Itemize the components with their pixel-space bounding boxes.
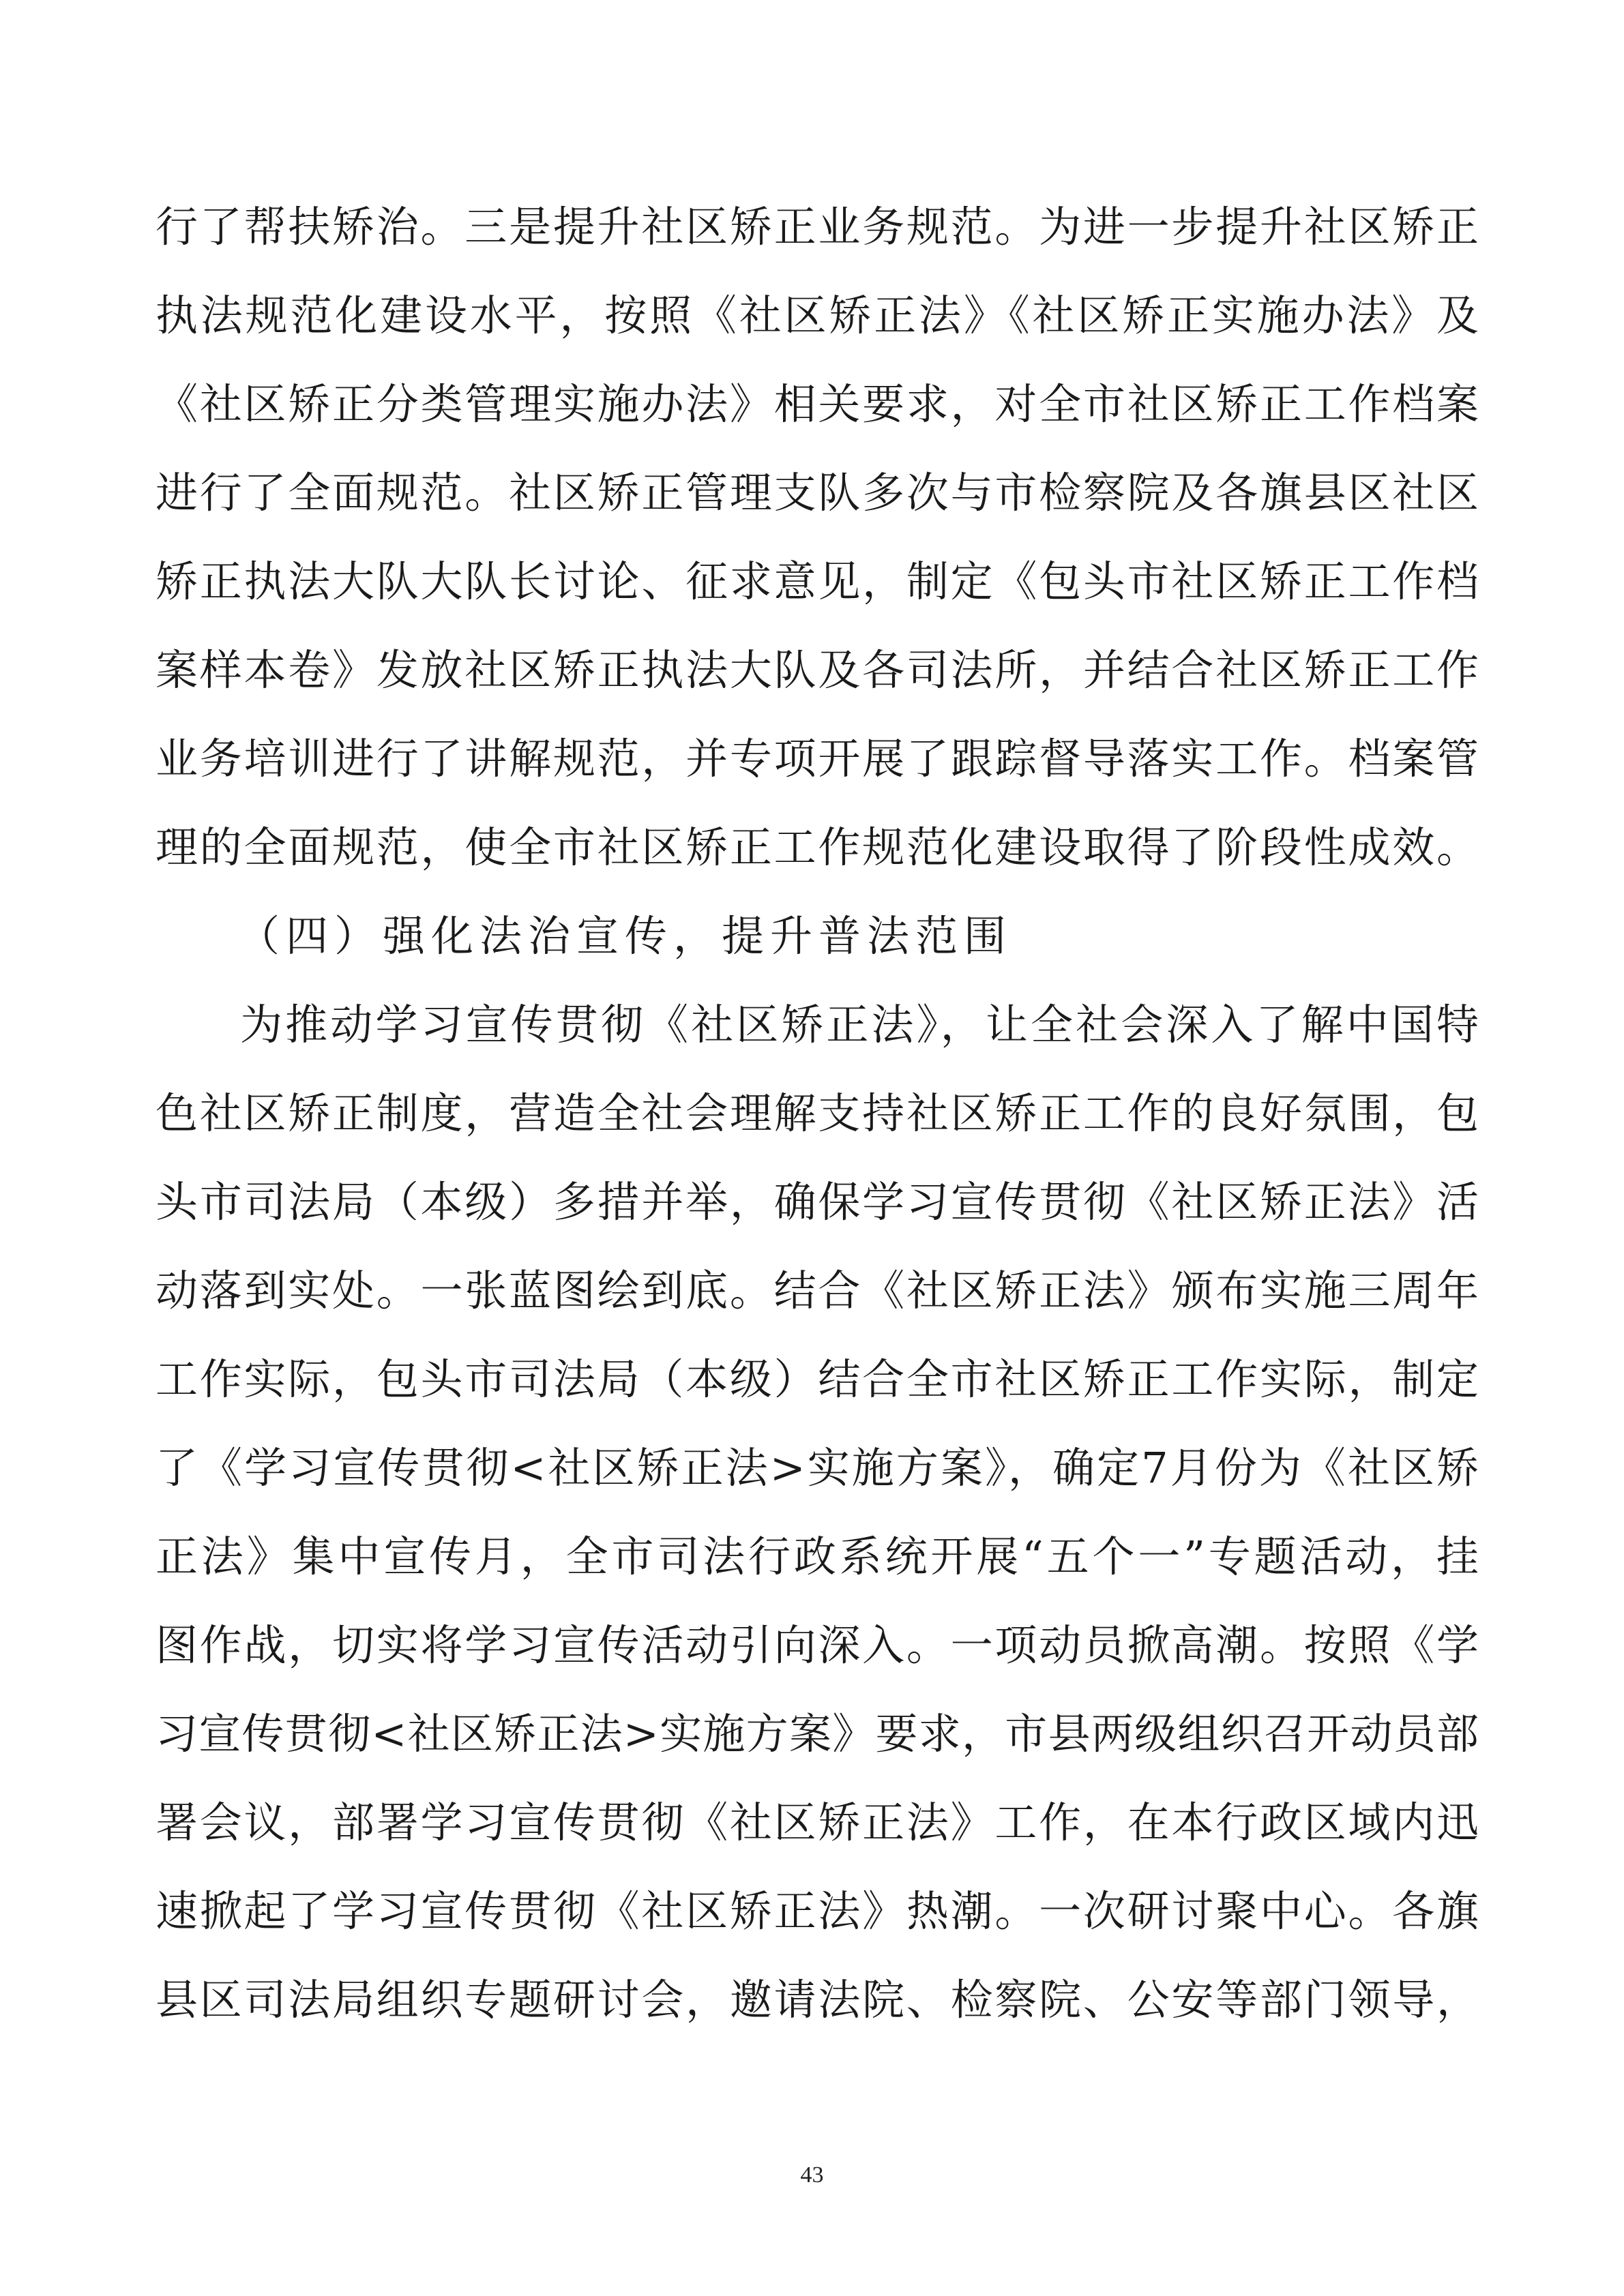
text-line: 县区司法局组织专题研讨会，邀请法院、检察院、公安等部门领导， xyxy=(156,1975,1479,2025)
text-line: 进行了全面规范。社区矫正管理支队多次与市检察院及各旗县区社区 xyxy=(156,468,1479,518)
section-heading: （四）强化法治宣传，提升普法范围 xyxy=(237,911,1013,961)
text-line: 执法规范化建设水平，按照《社区矫正法》《社区矫正实施办法》及 xyxy=(156,290,1479,340)
text-line: 行了帮扶矫治。三是提升社区矫正业务规范。为进一步提升社区矫正 xyxy=(156,202,1479,252)
text-line: 《社区矫正分类管理实施办法》相关要求，对全市社区矫正工作档案 xyxy=(156,379,1479,429)
text-line: 业务培训进行了讲解规范，并专项开展了跟踪督导落实工作。档案管 xyxy=(156,734,1479,784)
text-line: 矫正执法大队大队长讨论、征求意见，制定《包头市社区矫正工作档 xyxy=(156,556,1479,606)
text-line: 习宣传贯彻<社区矫正法>实施方案》要求，市县两级组织召开动员部 xyxy=(156,1709,1479,1759)
text-line: 正法》集中宣传月，全市司法行政系统开展“五个一”专题活动，挂 xyxy=(156,1532,1479,1581)
text-line-indented: 为推动学习宣传贯彻《社区矫正法》，让全社会深入了解中国特 xyxy=(240,1000,1479,1049)
page-number: 43 xyxy=(800,2162,824,2188)
text-line: 图作战，切实将学习宣传活动引向深入。一项动员掀高潮。按照《学 xyxy=(156,1620,1479,1670)
text-line: 署会议，部署学习宣传贯彻《社区矫正法》工作，在本行政区域内迅 xyxy=(156,1798,1479,1847)
text-line: 头市司法局（本级）多措并举，确保学习宣传贯彻《社区矫正法》活 xyxy=(156,1177,1479,1227)
text-line: 工作实际，包头市司法局（本级）结合全市社区矫正工作实际，制定 xyxy=(156,1354,1479,1404)
text-line: 案样本卷》发放社区矫正执法大队及各司法所，并结合社区矫正工作 xyxy=(156,645,1479,695)
text-line: 速掀起了学习宣传贯彻《社区矫正法》热潮。一次研讨聚中心。各旗 xyxy=(156,1886,1479,1936)
text-line: 色社区矫正制度，营造全社会理解支持社区矫正工作的良好氛围，包 xyxy=(156,1088,1479,1138)
text-line: 动落到实处。一张蓝图绘到底。结合《社区矫正法》颁布实施三周年 xyxy=(156,1266,1479,1315)
text-line: 理的全面规范，使全市社区矫正工作规范化建设取得了阶段性成效。 xyxy=(156,822,1479,872)
text-line: 了《学习宣传贯彻<社区矫正法>实施方案》，确定7月份为《社区矫 xyxy=(156,1443,1479,1493)
